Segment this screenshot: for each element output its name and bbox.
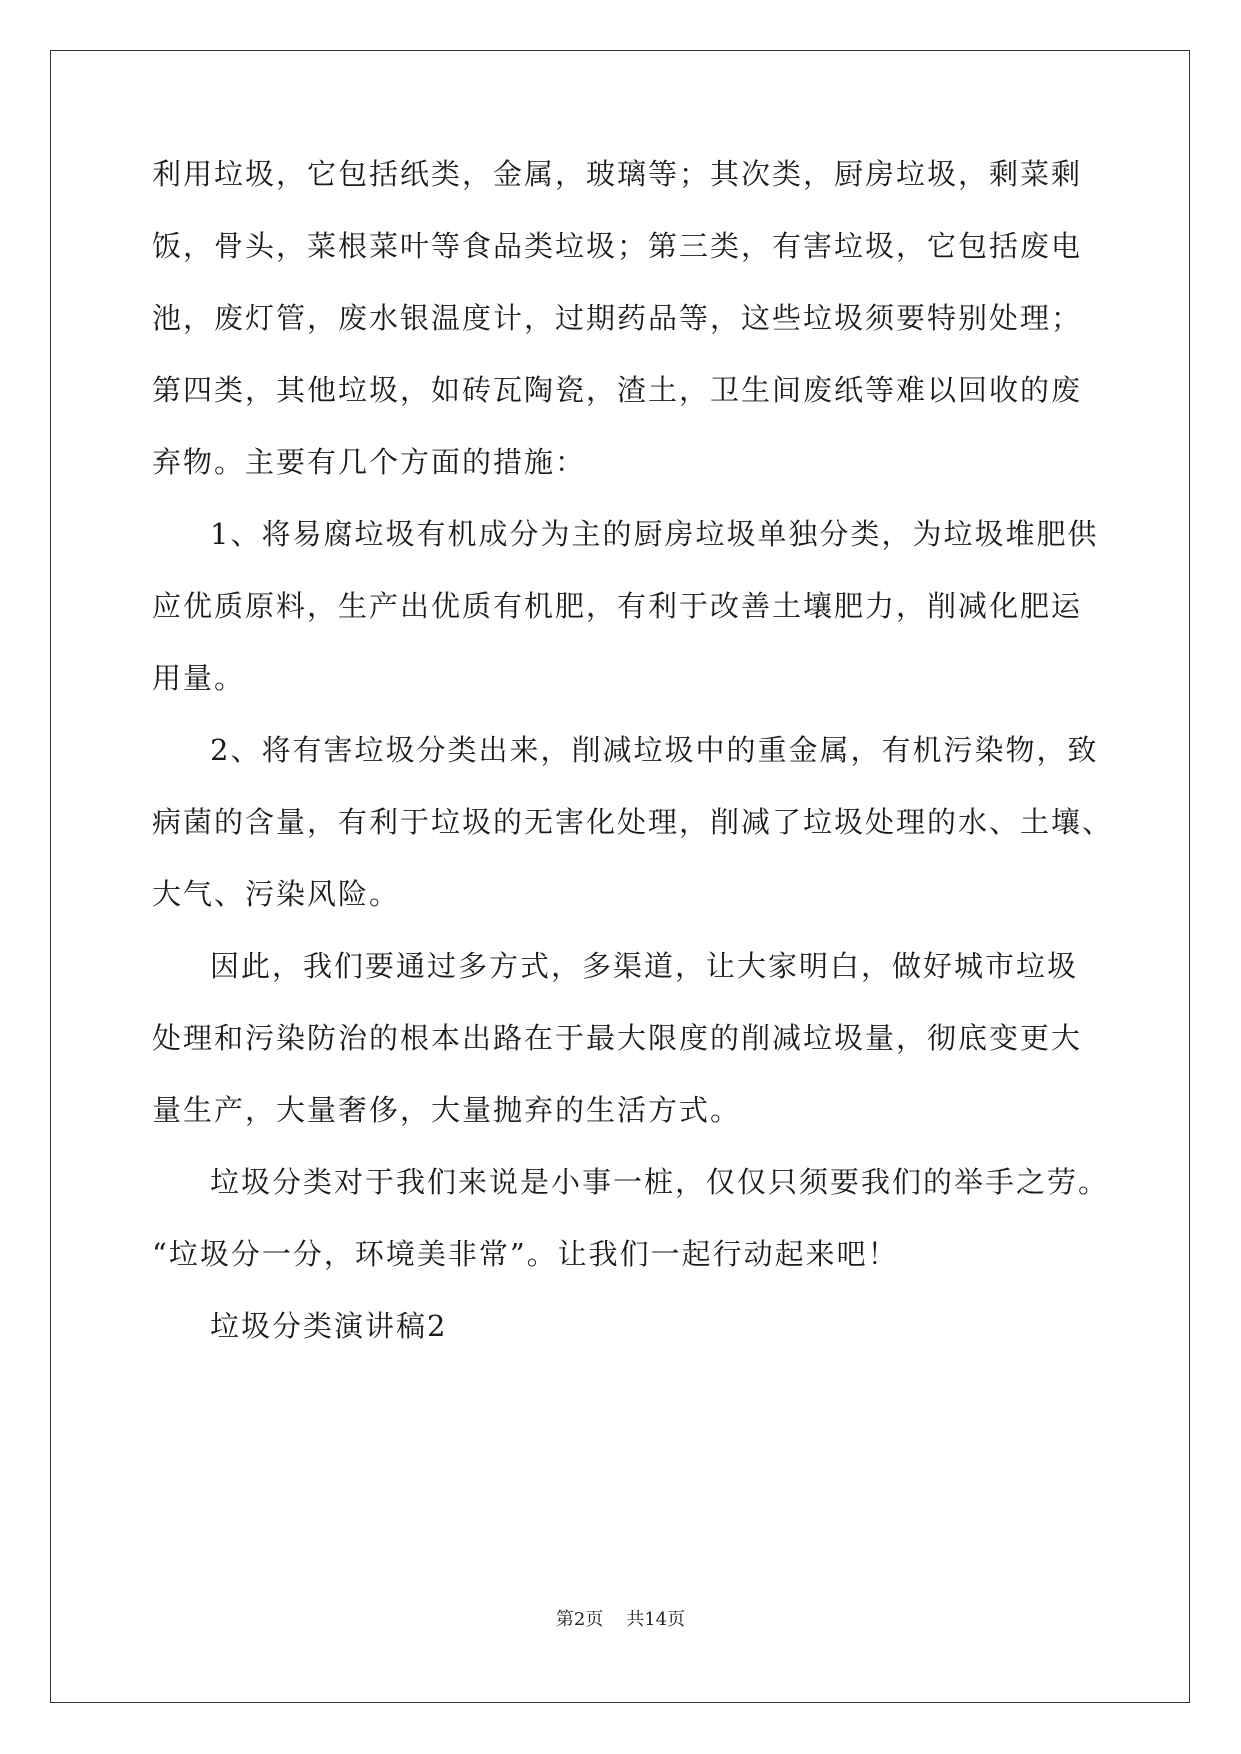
text-line: “垃圾分一分，环境美非常”。让我们一起行动起来吧！ [152, 1237, 899, 1271]
text-line: 饭，骨头，菜根菜叶等食品类垃圾；第三类，有害垃圾，它包括废电 [152, 229, 1083, 263]
text-line: 病菌的含量，有利于垃圾的无害化处理，削减了垃圾处理的水、土壤、 [152, 805, 1114, 839]
text-line: 弃物。主要有几个方面的措施： [152, 445, 587, 479]
text-line: 处理和污染防治的根本出路在于最大限度的削减垃圾量，彻底变更大 [152, 1021, 1083, 1055]
text-line: 量生产，大量奢侈，大量抛弃的生活方式。 [152, 1093, 742, 1127]
text-line: 大气、污染风险。 [152, 877, 401, 911]
page-total: 共14页 [626, 1609, 686, 1630]
text-line: 第四类，其他垃圾，如砖瓦陶瓷，渣土，卫生间废纸等难以回收的废 [152, 373, 1083, 407]
section-heading: 垃圾分类演讲稿2 [210, 1309, 448, 1343]
text-line: 池，废灯管，废水银温度计，过期药品等，这些垃圾须要特别处理； [152, 301, 1083, 335]
paragraph-first-line: 垃圾分类对于我们来说是小事一桩，仅仅只须要我们的举手之劳。 [210, 1165, 1110, 1199]
text-line: 用量。 [152, 661, 246, 695]
page-number: 第2页 [555, 1609, 604, 1630]
paragraph-first-line: 2、将有害垃圾分类出来，削减垃圾中的重金属，有机污染物，致 [210, 733, 1099, 767]
paragraph-first-line: 1、将易腐垃圾有机成分为主的厨房垃圾单独分类，为垃圾堆肥供 [210, 517, 1099, 551]
text-line: 利用垃圾，它包括纸类，金属，玻璃等；其次类，厨房垃圾，剩菜剩 [152, 157, 1083, 191]
page-footer [0, 1605, 1241, 1631]
paragraph-first-line: 因此，我们要通过多方式，多渠道，让大家明白，做好城市垃圾 [210, 949, 1079, 983]
text-line: 应优质原料，生产出优质有机肥，有利于改善土壤肥力，削减化肥运 [152, 589, 1083, 623]
